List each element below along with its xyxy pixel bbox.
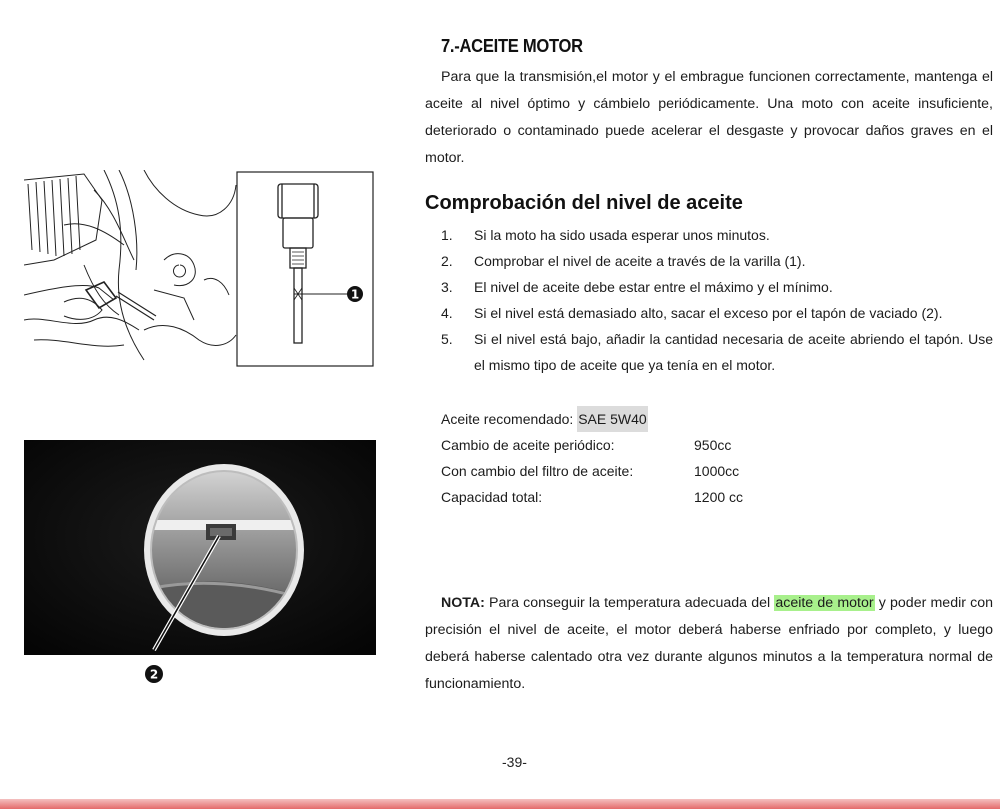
- spec-value: 1200 cc: [694, 489, 744, 505]
- check-heading: Comprobación del nivel de aceite: [425, 192, 743, 214]
- spec-label: Capacidad total:: [441, 489, 543, 505]
- note-text-before: Para conseguir la temperatura adecuada del: [484, 595, 775, 611]
- note-paragraph: [425, 590, 993, 698]
- callout-1: 1: [350, 287, 360, 302]
- table-row: [441, 458, 743, 484]
- section-title: 7.-ACEITE MOTOR: [441, 36, 583, 56]
- step-number: 3.: [441, 279, 453, 295]
- spec-recommended-value: SAE 5W40: [577, 406, 647, 432]
- steps-list: [441, 222, 993, 378]
- step-text: Si el nivel está demasiado alto, sacar el exceso por el tapón de vaciado (2).: [474, 305, 943, 321]
- step-number: 5.: [441, 331, 453, 347]
- spec-label: Con cambio del filtro de aceite:: [441, 463, 634, 479]
- note-highlight: aceite de motor: [775, 595, 874, 611]
- step-number: 4.: [441, 305, 453, 321]
- step-text: Si la moto ha sido usada esperar unos minutos.: [474, 227, 770, 243]
- table-row: [441, 432, 743, 458]
- spec-label: Aceite recomendado:: [441, 411, 578, 427]
- step-number: 1.: [441, 227, 453, 243]
- bottom-bar: [0, 799, 1000, 809]
- list-item: [441, 300, 993, 326]
- spec-value: 1000cc: [694, 463, 740, 479]
- list-item: [441, 274, 993, 300]
- spec-label: Cambio de aceite periódico:: [441, 437, 615, 453]
- spec-recommended: [441, 406, 743, 432]
- step-text: Si el nivel está bajo, añadir la cantidad necesaria de aceite abriendo el tapón. Use el mismo tipo de aceite que ya tenía en el motor.: [474, 331, 993, 373]
- page-number: -39-: [502, 754, 527, 770]
- intro-text: Para que la transmisión,el motor y el embrague funcionen correctamente, mantenga el aceite al nivel óptimo y cámbielo periódicamente. Una moto con aceite insuficiente, deteriorado o contaminado puede acelerar el desgaste y provocar daños graves en el motor.: [425, 69, 993, 166]
- note-label: NOTA:: [441, 595, 485, 611]
- note-text-after: y poder medir con precisión el nivel de aceite, el motor deberá haberse enfriado por completo, y luego deberá haberse calentado otra vez durante algunos minutos a la temperatura normal de funcionamiento.: [425, 595, 993, 692]
- step-text: Comprobar el nivel de aceite a través de la varilla (1).: [474, 253, 806, 269]
- dipstick-illustration: [24, 170, 376, 370]
- step-text: El nivel de aceite debe estar entre el máximo y el mínimo.: [474, 279, 833, 295]
- list-item: [441, 248, 993, 274]
- drain-plug-photo: [24, 440, 376, 685]
- list-item: [441, 326, 993, 378]
- table-row: [441, 484, 743, 510]
- callout-2: 2: [149, 667, 159, 682]
- list-item: [441, 222, 993, 248]
- step-number: 2.: [441, 253, 453, 269]
- intro-paragraph: [425, 64, 993, 172]
- oil-specs: [441, 406, 743, 510]
- spec-value: 950cc: [694, 437, 732, 453]
